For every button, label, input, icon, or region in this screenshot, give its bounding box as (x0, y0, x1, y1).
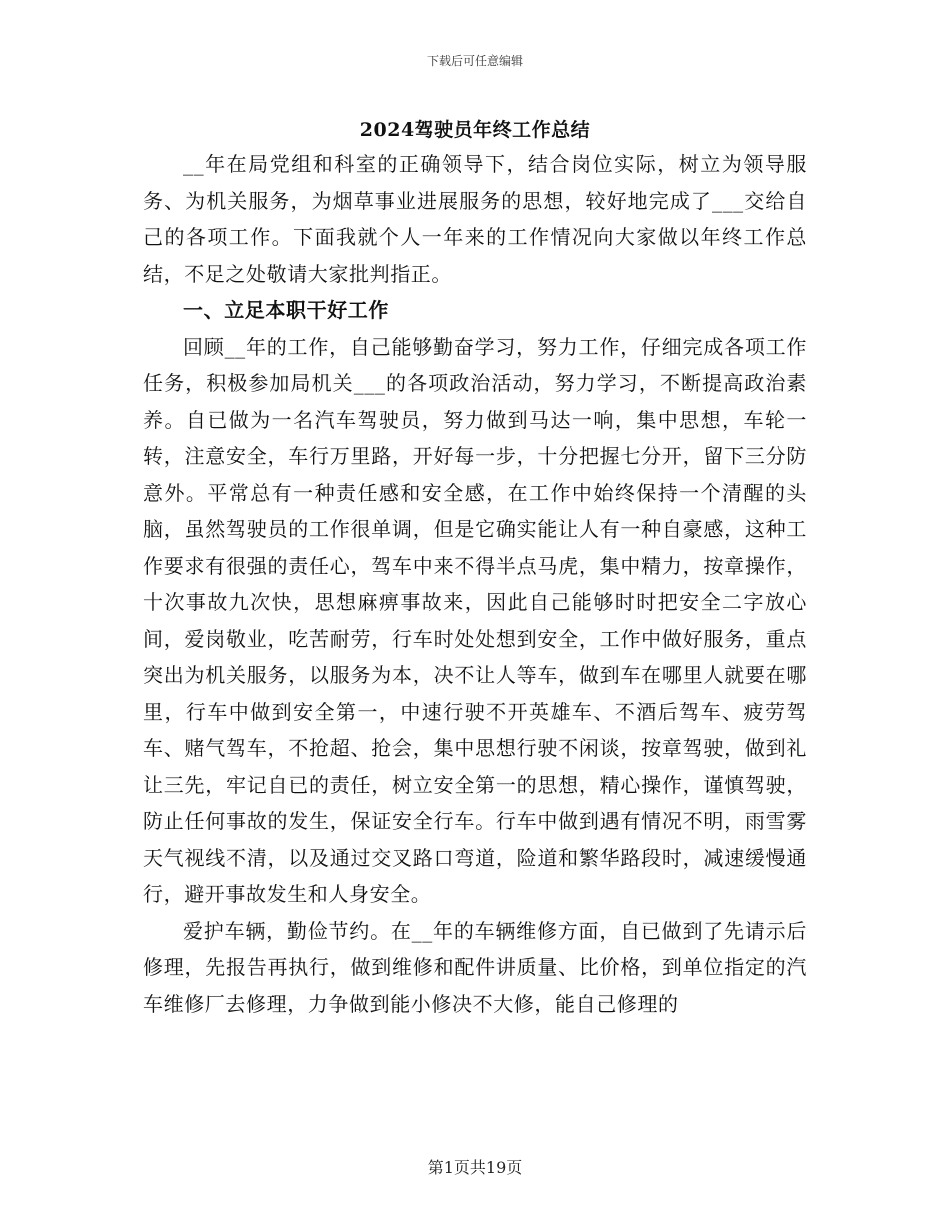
paragraph-review: 回顾__年的工作，自己能够勤奋学习，努力工作，仔细完成各项工作任务，积极参加局机关___的各项政治活动，努力学习，不断提高政治素养。自已做为一名汽车驾驶员，努力做到马达一响，集中思想，车轮一转，注意安全，车行万里路，开好每一步，十分把握七分开，留下三分防意外。平常总有一种责任感和安全感，在工作中始终保持一个清醒的头脑，虽然驾驶员的工作很单调，但是它确实能让人有一种自豪感，这种工作要求有很强的责任心，驾车中来不得半点马虎，集中精力，按章操作，十次事故九次快，思想麻痹事故来，因此自己能够时时把安全二字放心间，爱岗敬业，吃苦耐劳，行车时处处想到安全，工作中做好服务，重点突出为机关服务，以服务为本，决不让人等车，做到车在哪里人就要在哪里，行车中做到安全第一，中速行驶不开英雄车、不酒后驾车、疲劳驾车、赌气驾车，不抢超、抢会，集中思想行驶不闲谈，按章驾驶，做到礼让三先，牢记自已的责任，树立安全第一的思想，精心操作，谨慎驾驶，防止任何事故的发生，保证安全行车。行车中做到遇有情况不明，雨雪雾天气视线不清，以及通过交叉路口弯道，险道和繁华路段时，减速缓慢通行，避开事故发生和人身安全。 (143, 334, 807, 906)
document-title: 2024驾驶员年终工作总结 (359, 119, 591, 141)
paragraph-vehicle-care: 爱护车辆，勤俭节约。在__年的车辆维修方面，自已做到了先请示后修理，先报告再执行，做到维修和配件讲质量、比价格，到单位指定的汽车维修厂去修理，力争做到能小修决不大修，能自己修理的 (143, 918, 807, 1016)
document-body (143, 146, 807, 1022)
paragraph-intro: __年在局党组和科室的正确领导下，结合岗位实际，树立为领导服务、为机关服务，为烟草事业进展服务的思想，较好地完成了___交给自己的各项工作。下面我就个人一年来的工作情况向大家做以年终工作总结，不足之处敬请大家批判指正。 (143, 152, 807, 286)
page-number: 第1页共19页 (427, 1158, 523, 1177)
section-heading: 一、立足本职干好工作 (183, 298, 389, 322)
page-header-note: 下载后可任意编辑 (426, 54, 523, 68)
